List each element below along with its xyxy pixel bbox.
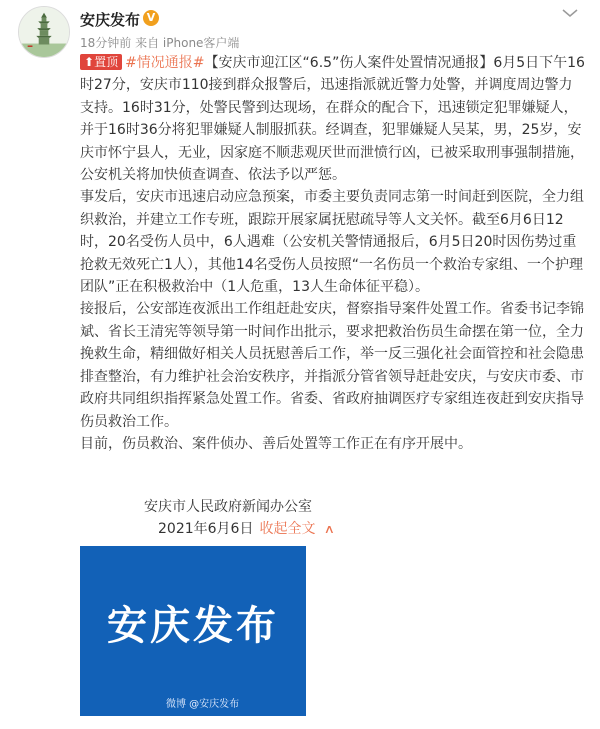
pagoda-avatar-icon <box>19 7 69 57</box>
paragraph-4: 目前，伤员救治、案件侦办、善后处置等工作正在有序开展中。 <box>80 435 472 452</box>
post-image[interactable] <box>80 546 306 716</box>
paragraph-3: 接报后，公安部连夜派出工作组赶赴安庆，督察指导案件处置工作。省委书记李锦斌、省长王清宪等领导第一时间作出批示，要求把救治伤员生命摆在第一位，全力挽救生命，精细做好相关人员抚慰善后工作，举一反三强化社会面管控和社会隐患排查整治，有力维护社会治安秩序，并指派分管省领导赶赴安庆，与安庆市委、市政府共同组织指挥紧急处置工作。省委、省政府抽调医疗专家组连夜赶到安庆指导伤员救治工作。 <box>80 301 584 430</box>
paragraph-1 <box>80 52 586 186</box>
hashtag-link[interactable]: #情况通报# <box>125 55 205 71</box>
date-line <box>158 518 334 540</box>
post-time[interactable]: 18分钟前 <box>80 36 132 50</box>
post-date: 2021年6月6日 <box>158 521 254 537</box>
image-watermark: 微博 @安庆发布 <box>166 699 240 710</box>
chevron-up-icon[interactable]: ∧ <box>324 522 336 536</box>
paragraph-1-text: 【安庆市迎江区“6.5”伤人案件处置情况通报】6月5日下午16时27分，安庆市110接到群众报警后，迅速指派就近警力处警，并调度周边警力支持。16时31分，处警民警到达现场，在群众的配合下，迅速锁定犯罪嫌疑人，并于16时36分将犯罪嫌疑人制服抓获。经调查，犯罪嫌疑人吴某，男，25岁，安庆市怀宁县人，无业，因家庭不顺悲观厌世而泄愤行凶，已被采取刑事强制措施，公安机关将加快侦查调查、依法予以严惩。 <box>80 55 585 184</box>
signature: 安庆市人民政府新闻办公室 <box>144 499 312 515</box>
pin-badge <box>80 54 122 70</box>
chevron-down-icon[interactable] <box>558 6 582 20</box>
author-name[interactable]: 安庆发布 <box>80 11 141 29</box>
paragraph-2: 事发后，安庆市迅速启动应急预案，市委主要负责同志第一时间赶到医院，全力组织救治，并建立工作专班，跟踪开展家属抚慰疏导等人文关怀。截至6月6日12时，20名受伤人员中，6人遇难（公安机关警情通报后，6月5日20时因伤势过重抢救无效死亡1人），其他14名受伤人员按照“一名伤员一个救治专家组、一个护理团队”正在积极救治中（1人危重，13人生命体征平稳）。 <box>80 189 584 296</box>
post-text <box>80 52 586 455</box>
image-logo-text: 安庆发布 <box>107 603 279 649</box>
collapse-link[interactable]: 收起全文 <box>259 521 316 537</box>
post-source: 来自 iPhone客户端 <box>135 36 240 50</box>
post-meta <box>80 34 239 51</box>
verified-badge-icon: V <box>143 10 159 26</box>
author-avatar[interactable] <box>18 6 70 58</box>
pin-label: 置顶 <box>94 55 119 69</box>
pin-icon: ⬆ <box>84 55 95 69</box>
